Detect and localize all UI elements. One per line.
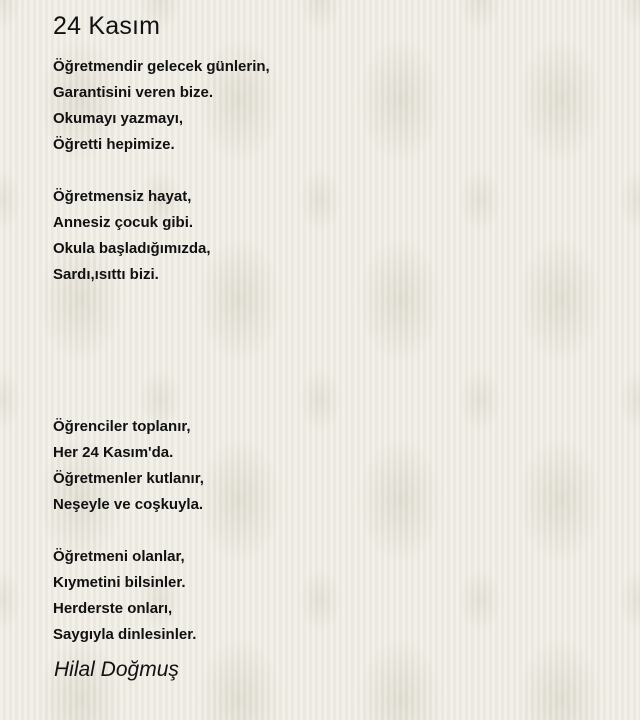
- poem-line: Garantisini veren bize.: [53, 84, 214, 101]
- poem-line: Öğretmenler kutlanır,: [53, 470, 204, 487]
- stanza-gap: [53, 158, 613, 184]
- poem-line: Öğretmeni olanlar,: [53, 548, 185, 565]
- poem-line: Kıymetini bilsinler.: [53, 574, 186, 591]
- poem-line: Öğretmensiz hayat,: [53, 188, 192, 205]
- stanza-gap: [53, 518, 613, 544]
- poem-line: Öğrenciler toplanır,: [53, 418, 191, 435]
- poem-line: Her 24 Kasım'da.: [53, 444, 174, 461]
- poem-title: 24 Kasım: [53, 12, 161, 40]
- poem-line: Sardı,ısıttı bizi.: [53, 266, 159, 283]
- poem-line: Öğretti hepimize.: [53, 136, 175, 153]
- stanza-1: [53, 54, 613, 158]
- poem-line: Okumayı yazmayı,: [53, 110, 184, 127]
- stanza-3: [53, 414, 613, 518]
- poem-line: Neşeyle ve coşkuyla.: [53, 496, 204, 513]
- poem-body: [53, 54, 613, 648]
- stanza-2: [53, 184, 613, 288]
- stanza-4: [53, 544, 613, 648]
- poem-line: Herderste onları,: [53, 600, 173, 617]
- poem-line: Okula başladığımızda,: [53, 240, 211, 257]
- poem-author: Hilal Doğmuş: [54, 658, 179, 681]
- stanza-gap: [53, 288, 613, 414]
- poem-line: Öğretmendir gelecek günlerin,: [53, 58, 270, 75]
- poem-line: Annesiz çocuk gibi.: [53, 214, 194, 231]
- poem-line: Saygıyla dinlesinler.: [53, 626, 197, 643]
